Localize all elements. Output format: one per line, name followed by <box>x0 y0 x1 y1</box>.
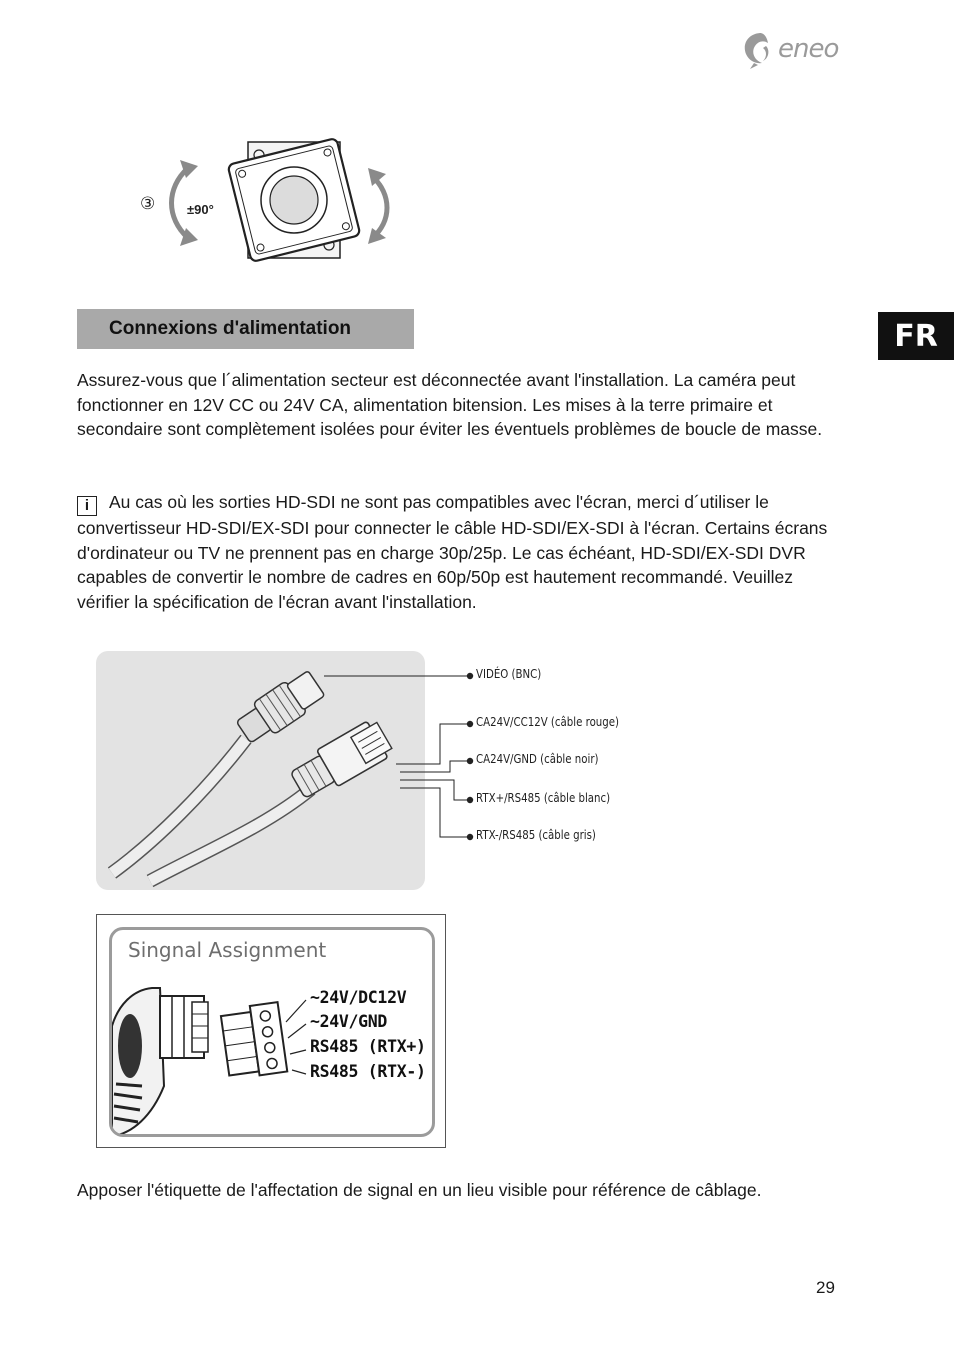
angle-label: ±90° <box>187 202 214 217</box>
pin-label-rtx-plus: RS485 (RTX+) <box>310 1037 426 1056</box>
label-video-bnc: VIDÉO (BNC) <box>476 667 542 681</box>
section-heading <box>77 309 414 349</box>
brand-name: eneo <box>778 34 839 64</box>
rotation-figure <box>140 138 410 263</box>
page-number: 29 <box>816 1278 835 1297</box>
section-title: Connexions d'alimentation <box>109 318 352 339</box>
eneo-logo <box>740 30 840 70</box>
info-text: Au cas où les sorties HD-SDI ne sont pas compatibles avec l'écran, merci d´utiliser le convertisseur HD-SDI/EX-SDI pour connecter le câble HD-SDI/EX-SDI à l'écran. Certains écrans d'ordinateur ou TV ne prennent pas en charge 30p/25p. Le cas échéant, HD-SDI/EX-SDI DVR capables de convertir le nombre de cadres en 60p/50p est hautement recommandé. Veuillez vérifier la spécification de l'écran avant l'installation. <box>77 492 828 612</box>
label-rtx-plus-white: RTX+/RS485 (câble blanc) <box>476 791 611 805</box>
info-paragraph <box>77 490 842 614</box>
connector-legend <box>320 660 660 860</box>
label-ground-black: CA24V/GND (câble noir) <box>476 752 599 766</box>
intro-paragraph: Assurez-vous que l´alimentation secteur est déconnectée avant l'installation. La caméra peut fonctionner en 12V CC ou 24V CA, alimentation bitension. Les mises à la terre primaire et secondaire sont complètement isolées pour éviter les éventuels problèmes de boucle de masse. <box>77 370 823 439</box>
label-rtx-minus-grey: RTX-/RS485 (câble gris) <box>476 828 596 842</box>
pin-label-ground: ~24V/GND <box>310 1012 388 1031</box>
pin-label-power: ~24V/DC12V <box>310 988 407 1007</box>
signal-assignment-label <box>96 914 446 1148</box>
terminal-block-illustration <box>112 966 312 1136</box>
signal-assignment-card <box>109 927 435 1137</box>
label-power-red: CA24V/CC12V (câble rouge) <box>476 715 620 729</box>
language-tab: FR <box>878 312 954 360</box>
footer-paragraph: Apposer l'étiquette de l'affectation de signal en un lieu visible pour référence de câblage. <box>77 1180 762 1200</box>
eneo-swirl-icon <box>740 30 776 70</box>
info-icon: i <box>77 496 97 516</box>
pin-label-rtx-minus: RS485 (RTX-) <box>310 1062 426 1081</box>
camera-rotation-illustration <box>140 138 410 263</box>
signal-assignment-title: Singnal Assignment <box>128 938 327 962</box>
step-marker: ③ <box>140 194 156 214</box>
